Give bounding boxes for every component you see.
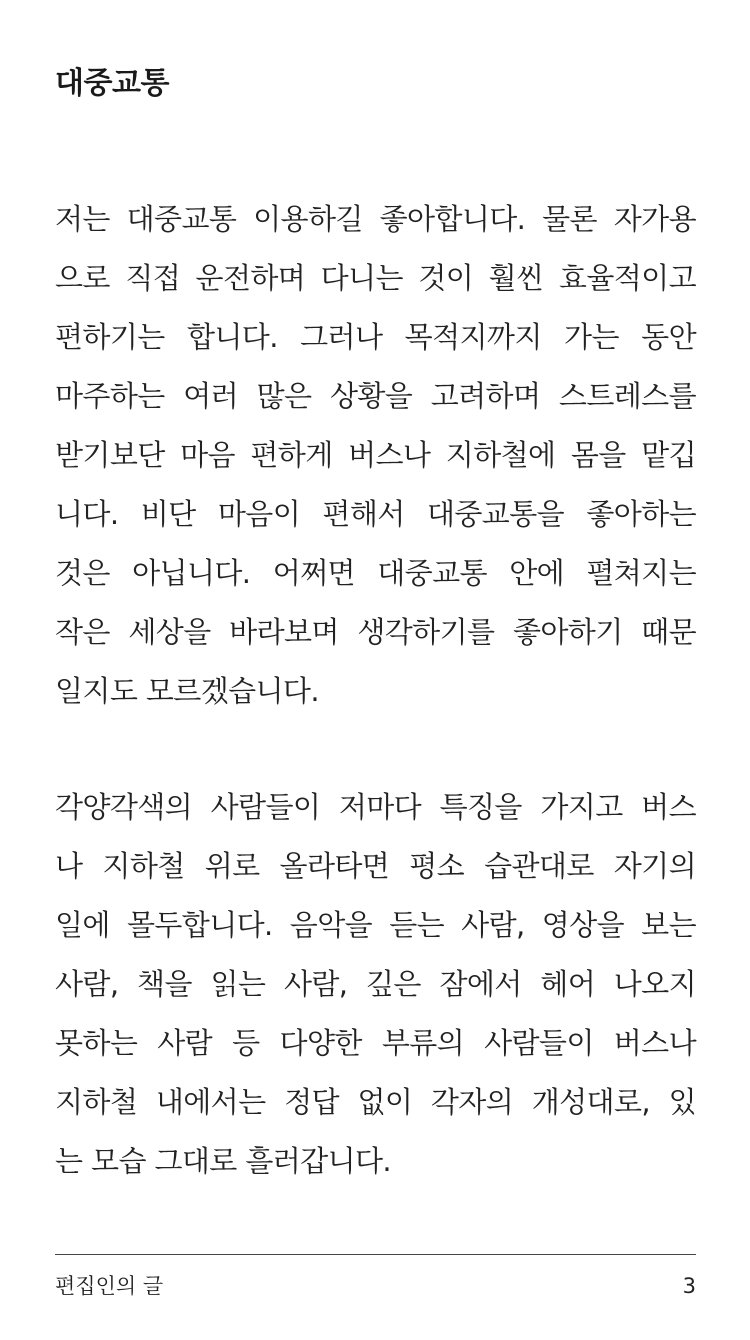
- paragraph-line: 나 지하철 위로 올라타면 평소 습관대로 자기의: [55, 849, 696, 883]
- paragraph-line: 각양각색의 사람들이 저마다 특징을 가지고 버스: [55, 790, 696, 824]
- paragraph-line: 일지도 모르겠습니다.: [55, 674, 319, 708]
- page: [55, 0, 696, 1340]
- paragraph-line: 일에 몰두합니다. 음악을 듣는 사람, 영상을 보는: [55, 908, 696, 942]
- paragraph-line: 저는 대중교통 이용하길 좋아합니다. 물론 자가용: [55, 202, 696, 236]
- footer-divider: [55, 1254, 696, 1255]
- paragraph-1: [55, 190, 696, 721]
- paragraph-line: 사람, 책을 읽는 사람, 깊은 잠에서 헤어 나오지: [55, 967, 696, 1001]
- paragraph-line: 받기보단 마음 편하게 버스나 지하철에 몸을 맡깁: [55, 438, 696, 472]
- paragraph-line: 것은 아닙니다. 어쩌면 대중교통 안에 펼쳐지는: [55, 556, 696, 590]
- page-number: 3: [682, 1274, 696, 1298]
- paragraph-line: 작은 세상을 바라보며 생각하기를 좋아하기 때문: [55, 615, 696, 649]
- paragraph-line: 는 모습 그대로 흘러갑니다.: [55, 1144, 392, 1178]
- paragraph-2: [55, 778, 696, 1191]
- paragraph-line: 지하철 내에서는 정답 없이 각자의 개성대로, 있: [55, 1085, 696, 1119]
- paragraph-line: 편하기는 합니다. 그러나 목적지까지 가는 동안: [55, 320, 696, 354]
- article-title: 대중교통: [55, 66, 169, 101]
- paragraph-line: 마주하는 여러 많은 상황을 고려하며 스트레스를: [55, 379, 696, 413]
- paragraph-line: 으로 직접 운전하며 다니는 것이 훨씬 효율적이고: [55, 261, 696, 295]
- footer-section-label: 편집인의 글: [55, 1274, 164, 1298]
- paragraph-line: 니다. 비단 마음이 편해서 대중교통을 좋아하는: [55, 497, 696, 531]
- paragraph-line: 못하는 사람 등 다양한 부류의 사람들이 버스나: [55, 1026, 696, 1060]
